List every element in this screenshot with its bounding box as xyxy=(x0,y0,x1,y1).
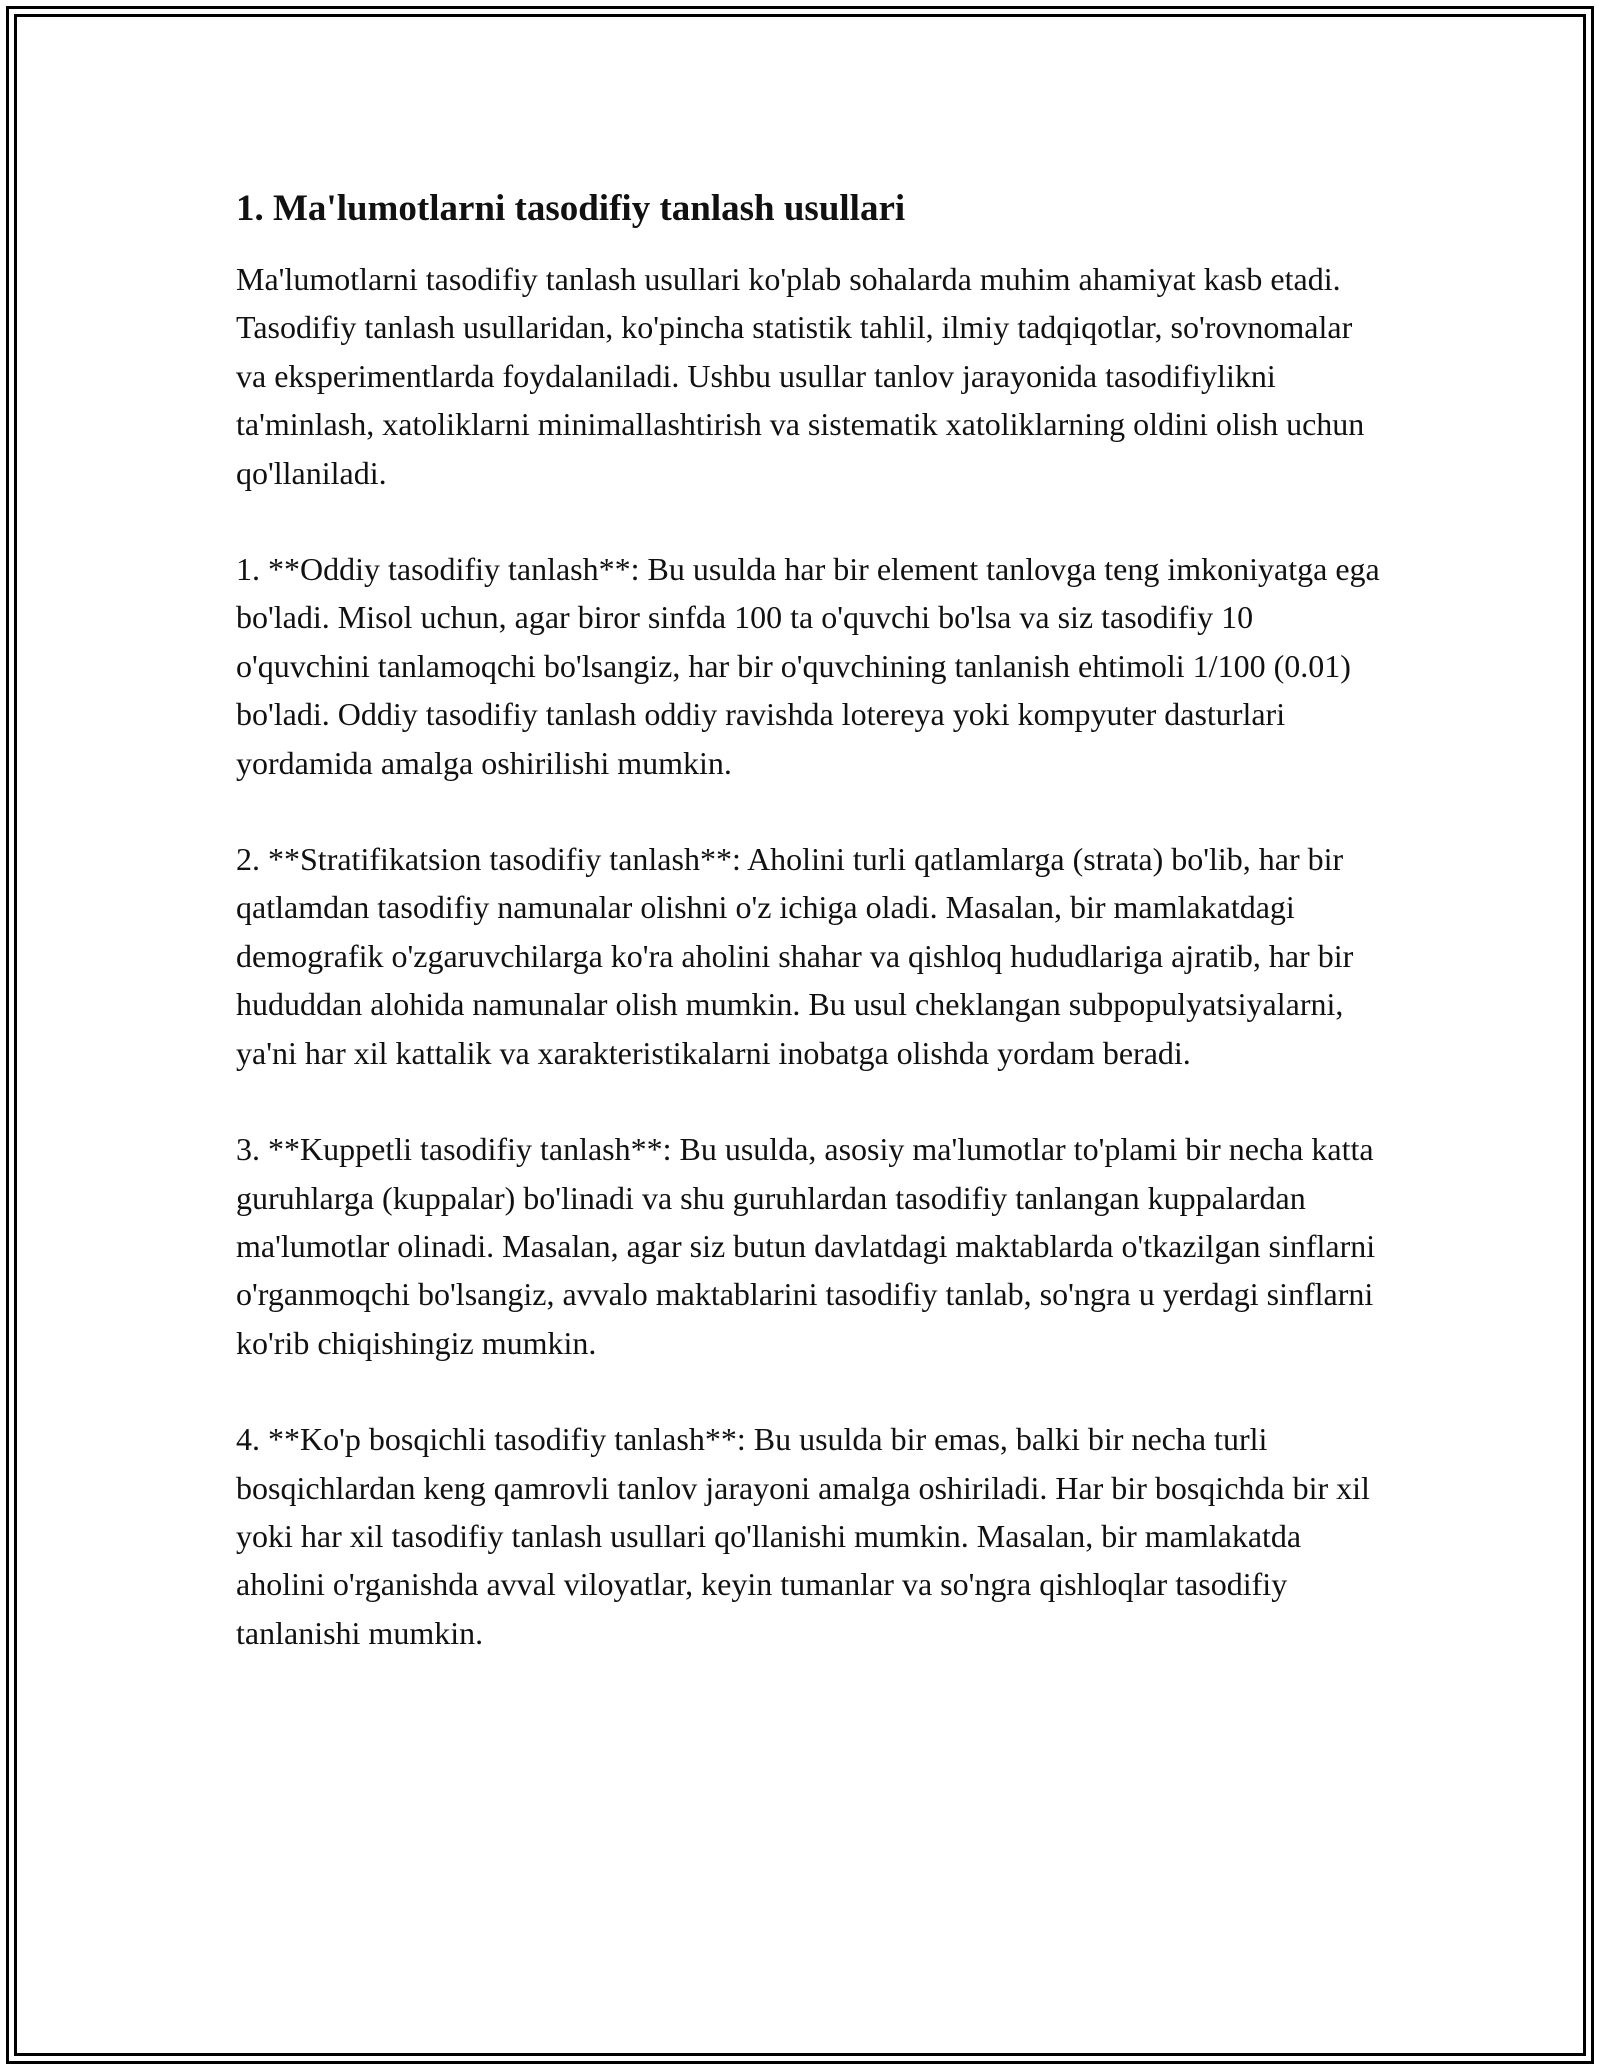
document-body xyxy=(236,185,1386,1705)
paragraph-cluster-sampling: 3. **Kuppetli tasodifiy tanlash**: Bu usulda, asosiy ma'lumotlar to'plami bir necha katta guruhlarga (kuppalar) bo'linadi va shu guruhlardan tasodifiy tanlangan kuppalardan ma'lumotlar olinadi. Masalan, agar siz butun davlatdagi maktablarda o'tkazilgan sinflarni o'rganmoqchi bo'lsangiz, avvalo maktablarini tasodifiy tanlab, so'ngra u yerdagi sinflarni ko'rib chiqishingiz mumkin. xyxy=(236,1131,1376,1361)
paragraph-simple-random-sampling: 1. **Oddiy tasodifiy tanlash**: Bu usulda har bir element tanlovga teng imkoniyatga ega bo'ladi. Misol uchun, agar biror sinfda 100 ta o'quvchi bo'lsa va siz tasodifiy 10 o'quvchini tanlamoqchi bo'lsangiz, har bir o'quvchining tanlanish ehtimoli 1/100 (0.01) bo'ladi. Oddiy tasodifiy tanlash oddiy ravishda lotereya yoki kompyuter dasturlari yordamida amalga oshirilishi mumkin. xyxy=(236,551,1380,781)
paragraph-stratified-sampling: 2. **Stratifikatsion tasodifiy tanlash**: Aholini turli qatlamlarga (strata) bo'lib, har bir qatlamdan tasodifiy namunalar olishni o'z ichiga oladi. Masalan, bir mamlakatdagi demografik o'zgaruvchilarga ko'ra aholini shahar va qishloq hududlariga ajratib, har bir hududdan alohida namunalar olish mumkin. Bu usul cheklangan subpopulyatsiyalarni, ya'ni har xil kattalik va xarakteristikalarni inobatga olishda yordam beradi. xyxy=(236,841,1354,1071)
paragraph-multistage-sampling: 4. **Ko'p bosqichli tasodifiy tanlash**: Bu usulda bir emas, balki bir necha turli bosqichlardan keng qamrovli tanlov jarayoni amalga oshiriladi. Har bir bosqichda bir xil yoki har xil tasodifiy tanlash usullari qo'llanishi mumkin. Masalan, bir mamlakatda aholini o'rganishda avval viloyatlar, keyin tumanlar va so'ngra qishloqlar tasodifiy tanlanishi mumkin. xyxy=(236,1421,1370,1651)
document-title: 1. Ma'lumotlarni tasodifiy tanlash usullari xyxy=(236,188,906,229)
intro-paragraph: Ma'lumotlarni tasodifiy tanlash usullari ko'plab sohalarda muhim ahamiyat kasb etadi. Tasodifiy tanlash usullaridan, ko'pincha statistik tahlil, ilmiy tadqiqotlar, so'rovnomalar va eksperimentlarda foydalaniladi. Ushbu usullar tanlov jarayonida tasodifiylikni ta'minlash, xatoliklarni minimallashtirish va sistematik xatoliklarning oldini olish uchun qo'llaniladi. xyxy=(236,261,1365,491)
